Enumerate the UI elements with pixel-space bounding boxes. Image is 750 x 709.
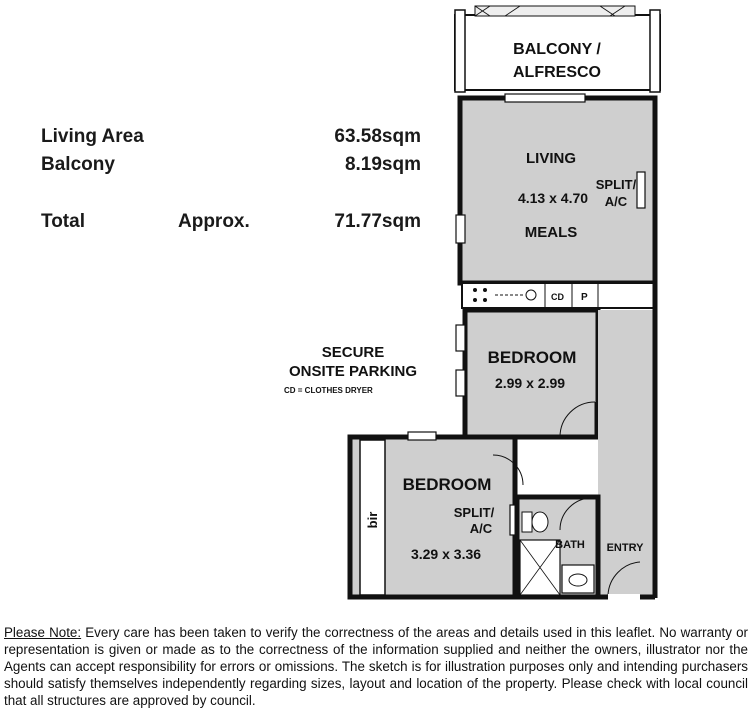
toilet-icon bbox=[532, 512, 548, 532]
bedroom-2-label: BEDROOM bbox=[402, 475, 492, 494]
kitchen-cd-label: CD bbox=[551, 292, 564, 302]
meals-label: MEALS bbox=[524, 224, 578, 241]
split-ac-1-line2: A/C bbox=[604, 194, 628, 209]
parking-note-line2: ONSITE PARKING bbox=[288, 363, 418, 380]
area-name: Living Area bbox=[41, 126, 144, 147]
clothes-dryer-legend: CD = CLOTHES DRYER bbox=[284, 386, 373, 395]
area-value: 71.77sqm bbox=[334, 211, 421, 232]
split-ac-2-line1: SPLIT/ bbox=[453, 505, 495, 520]
area-name: Total bbox=[41, 211, 85, 232]
area-value: 63.58sqm bbox=[334, 126, 421, 147]
bedroom-1-room bbox=[465, 310, 598, 437]
bedroom-1-label: BEDROOM bbox=[487, 348, 577, 367]
living-label: LIVING bbox=[525, 150, 577, 167]
kitchen-p-label: P bbox=[581, 292, 588, 303]
area-name: Balcony bbox=[41, 154, 115, 175]
parking-note-line1: SECURE bbox=[321, 344, 385, 361]
bir-label: bir bbox=[365, 511, 380, 529]
bath-label: BATH bbox=[555, 539, 585, 551]
area-value: 8.19sqm bbox=[344, 154, 421, 175]
split-ac-1-line1: SPLIT/ bbox=[595, 177, 637, 192]
bedroom-2-dims: 3.29 x 3.36 bbox=[410, 546, 482, 562]
balcony-label-2: ALFRESCO bbox=[513, 64, 601, 81]
split-ac-2-line2: A/C bbox=[469, 521, 493, 536]
disclaimer-body: Every care has been taken to verify the correctness of the areas and details used in this leaflet. No warranty or representation is given or made as to the correctness of the information supplied and neither the owners, illustrator nor the Agents can accept responsibility for errors or omissions. The sketch is for illustration purposes only and intending purchasers should satisfy themselves independently regarding sizes, layout and location of the property. Please check with local council that all structures are approved by council. bbox=[4, 625, 749, 708]
bedroom-1-dims: 2.99 x 2.99 bbox=[494, 375, 566, 391]
entry-label: ENTRY bbox=[606, 542, 644, 554]
living-dims: 4.13 x 4.70 bbox=[517, 190, 589, 206]
disclaimer bbox=[4, 624, 748, 709]
area-approx: Approx. bbox=[178, 211, 250, 232]
disclaimer-lead: Please Note: bbox=[4, 625, 82, 640]
balcony-label-1: BALCONY / bbox=[513, 41, 601, 58]
